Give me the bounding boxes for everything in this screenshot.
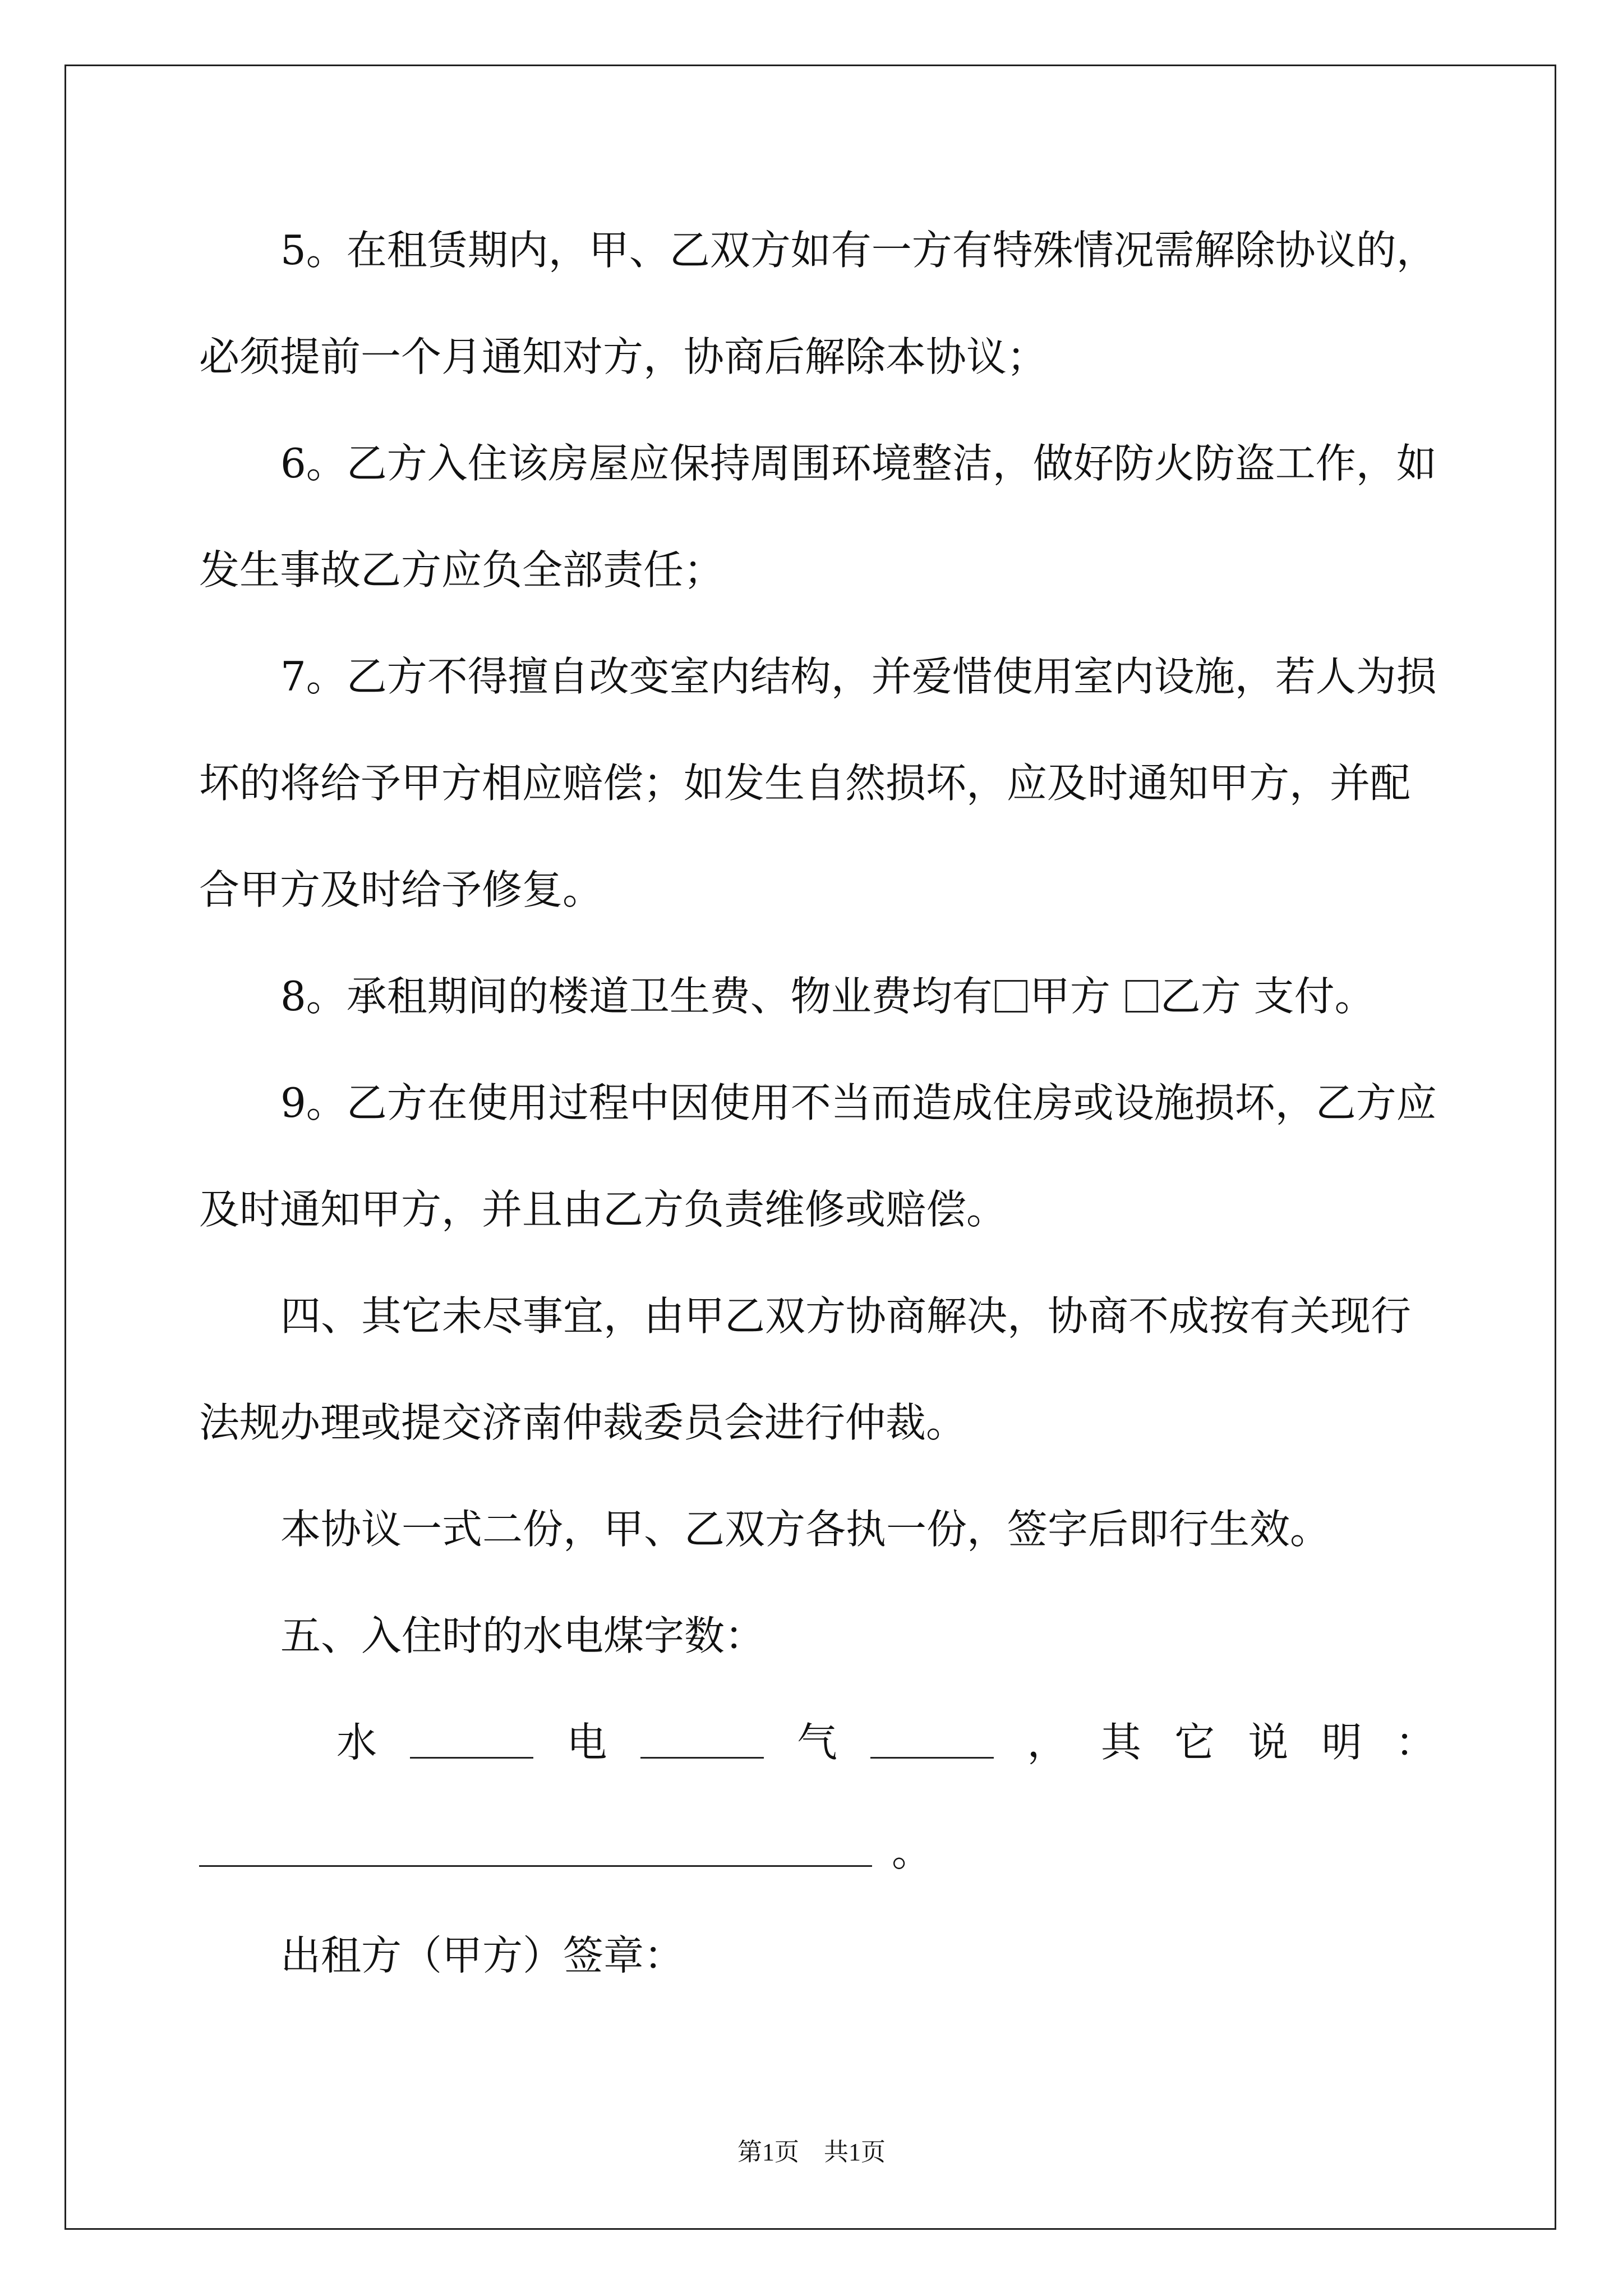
page-footer: 第1页 共1页 [737, 2138, 886, 2166]
other-char-1: 其 [1100, 1719, 1141, 1766]
clause-8 [280, 973, 1375, 1020]
other-notes-end-mark: 。 [892, 1828, 933, 1875]
clause-7-line-2: 坏的将给予甲方相应赔偿；如发生自然损坏，应及时通知甲方，并配 [199, 760, 1411, 807]
clause-8-ending: 支付。 [1253, 973, 1375, 1020]
clause-5-line-2: 必须提前一个月通知对方，协商后解除本协议； [199, 333, 1048, 380]
clause-8-text: 8。承租期间的楼道卫生费、物业费均有 [280, 973, 993, 1020]
clause-6-line-1: 6。乙方入住该房屋应保持周围环境整洁，做好防火防盗工作，如 [280, 440, 1437, 487]
gas-reading-field[interactable] [870, 1722, 994, 1759]
option-party-b-label: 乙方 [1160, 973, 1241, 1020]
clause-9-line-1: 9。乙方在使用过程中因使用不当而造成住房或设施损坏，乙方应 [280, 1079, 1437, 1126]
section-5-heading: 五、入住时的水电煤字数： [280, 1612, 766, 1659]
section-4-line-2: 法规办理或提交济南仲裁委员会进行仲裁。 [199, 1399, 967, 1446]
other-notes-field[interactable] [199, 1865, 872, 1867]
option-party-a-label: 甲方 [1029, 973, 1110, 1020]
checkbox-party-b[interactable] [1126, 980, 1158, 1013]
page-border [64, 65, 1556, 2230]
water-label: 水 [336, 1719, 377, 1766]
gas-label: 气 [797, 1719, 838, 1766]
landlord-signature-label: 出租方（甲方）签章： [280, 1932, 685, 1979]
clause-7-line-3: 合甲方及时给予修复。 [199, 866, 603, 913]
section-4-line-1: 四、其它未尽事宜，由甲乙双方协商解决，协商不成按有关现行 [280, 1292, 1412, 1340]
clause-6-line-2: 发生事故乙方应负全部责任； [199, 546, 725, 593]
other-char-4: 明 [1321, 1719, 1362, 1766]
other-char-3: 说 [1248, 1719, 1289, 1766]
electricity-label: 电 [566, 1719, 607, 1766]
checkbox-party-a[interactable] [995, 980, 1027, 1013]
clause-7-line-1: 7。乙方不得擅自改变室内结构，并爱惜使用室内设施，若人为损 [280, 653, 1437, 700]
meter-comma: ， [1027, 1719, 1068, 1766]
water-reading-field[interactable] [410, 1722, 533, 1759]
copies-statement: 本协议一式二份，甲、乙双方各执一份，签字后即行生效。 [280, 1506, 1331, 1553]
clause-5-line-1: 5。在租赁期内，甲、乙双方如有一方有特殊情况需解除协议的， [280, 227, 1437, 274]
clause-9-line-2: 及时通知甲方，并且由乙方负责维修或赔偿。 [199, 1186, 1007, 1233]
electricity-reading-field[interactable] [640, 1722, 764, 1759]
meter-readings-line [336, 1719, 1436, 1766]
other-char-5: ： [1395, 1719, 1436, 1766]
other-char-2: 它 [1174, 1719, 1215, 1766]
